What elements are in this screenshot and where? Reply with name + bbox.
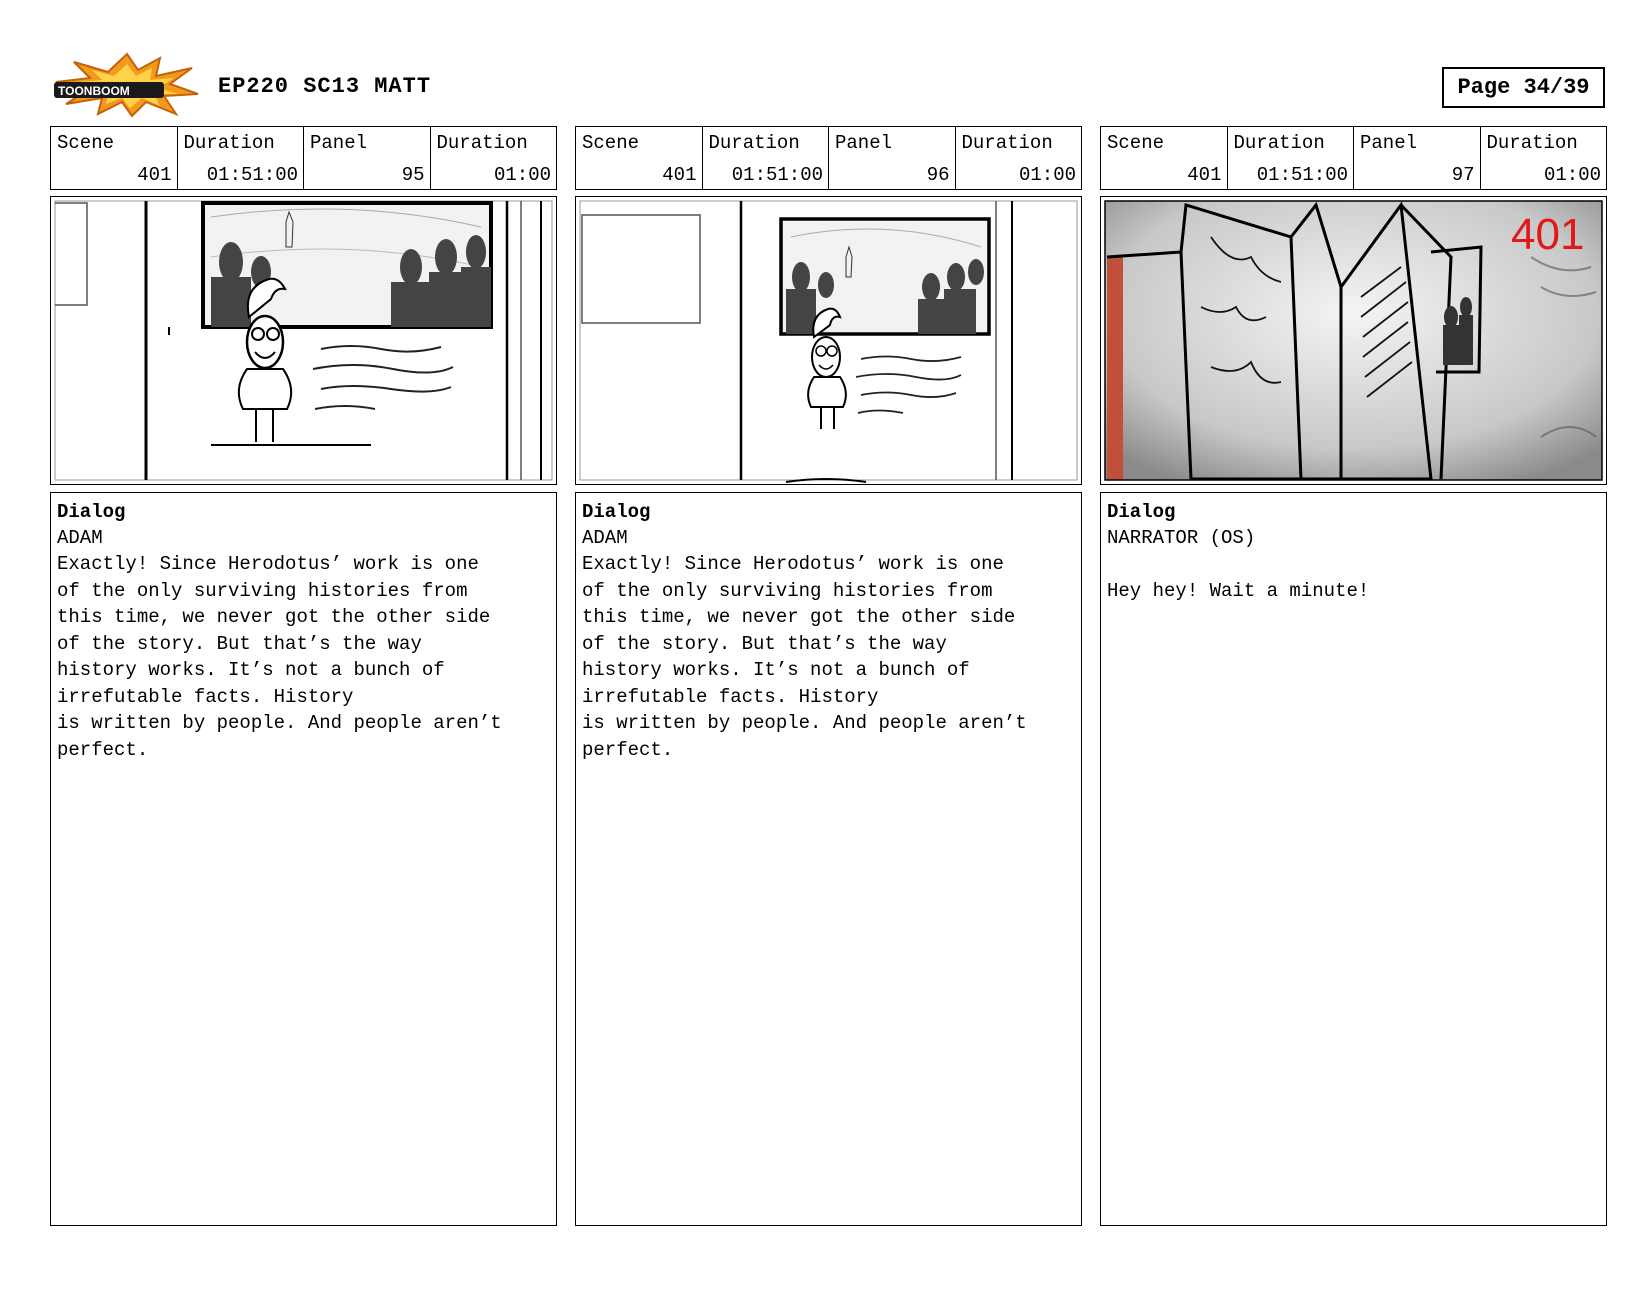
scene-duration-cell: [703, 127, 830, 189]
page-indicator: [1442, 67, 1605, 108]
speaker-name: ADAM: [57, 527, 103, 549]
panel-duration-cell: [1481, 127, 1607, 189]
panel-number: 95: [401, 164, 425, 186]
dialog-text: Hey hey! Wait a minute!: [1107, 579, 1370, 602]
dialog-box: [50, 492, 557, 1226]
scene-number: 401: [1187, 164, 1222, 186]
duration-label: Duration: [1486, 132, 1578, 154]
speaker-name: ADAM: [582, 527, 628, 549]
duration-label: Duration: [183, 132, 275, 154]
storyboard-panel-95: [50, 126, 557, 1226]
dialog-label: Dialog: [582, 501, 651, 523]
page-number: Page 34/39: [1457, 75, 1590, 100]
panel-duration-cell: [431, 127, 557, 189]
panel-cell: [304, 127, 431, 189]
dialog-box: [1100, 492, 1607, 1226]
panel-number: 97: [1451, 164, 1475, 186]
scene-duration: 01:51:00: [731, 164, 823, 186]
panel-number: 96: [926, 164, 950, 186]
logo-text: TOONBOOM: [58, 84, 130, 98]
dialog-box: [575, 492, 1082, 1226]
duration-label: Duration: [1233, 132, 1325, 154]
panel-label: Panel: [1360, 132, 1418, 154]
panel-info-bar: [50, 126, 557, 190]
scene-duration-cell: [1228, 127, 1355, 189]
panel-duration-cell: [956, 127, 1082, 189]
storyboard-panel-97: [1100, 126, 1607, 1226]
scene-label: Scene: [57, 132, 115, 154]
panel-cell: [1354, 127, 1481, 189]
scene-number: 401: [137, 164, 172, 186]
storyboard-panel-96: [575, 126, 1082, 1226]
dialog-text: Exactly! Since Herodotus’ work is one of the only surviving histories from this time, we never got the other side of the story. But that’s the way history works. It’s not a bunch of irrefutable facts. History is written by people. And people aren’t perfect.: [57, 553, 502, 761]
scene-label: Scene: [1107, 132, 1165, 154]
scene-cell: [51, 127, 178, 189]
panel-duration: 01:00: [1543, 164, 1601, 186]
sketch-drawing: [51, 197, 556, 484]
panel-sketch: [1100, 196, 1607, 485]
duration-label: Duration: [436, 132, 528, 154]
panel-sketch: [50, 196, 557, 485]
toonboom-logo: [52, 52, 202, 118]
scene-cell: [576, 127, 703, 189]
dialog-label: Dialog: [57, 501, 126, 523]
dialog-text: Exactly! Since Herodotus’ work is one of the only surviving histories from this time, we never got the other side of the story. But that’s the way history works. It’s not a bunch of irrefutable facts. History is written by people. And people aren’t perfect.: [582, 553, 1027, 761]
sketch-drawing: [576, 197, 1081, 484]
panel-label: Panel: [310, 132, 368, 154]
duration-label: Duration: [961, 132, 1053, 154]
panel-label: Panel: [835, 132, 893, 154]
panel-duration: 01:00: [493, 164, 551, 186]
dialog-label: Dialog: [1107, 501, 1176, 523]
scene-duration: 01:51:00: [1256, 164, 1348, 186]
scene-overlay-number: 401: [1511, 210, 1585, 259]
panel-info-bar: [1100, 126, 1607, 190]
panel-duration: 01:00: [1018, 164, 1076, 186]
scene-duration: 01:51:00: [206, 164, 298, 186]
scene-cell: [1101, 127, 1228, 189]
panel-cell: [829, 127, 956, 189]
document-title: EP220 SC13 MATT: [218, 74, 432, 99]
speaker-name: NARRATOR (OS): [1107, 527, 1256, 549]
scene-number: 401: [662, 164, 697, 186]
scene-duration-cell: [178, 127, 305, 189]
sketch-drawing: [1101, 197, 1606, 484]
panel-info-bar: [575, 126, 1082, 190]
scene-label: Scene: [582, 132, 640, 154]
duration-label: Duration: [708, 132, 800, 154]
panel-sketch: [575, 196, 1082, 485]
